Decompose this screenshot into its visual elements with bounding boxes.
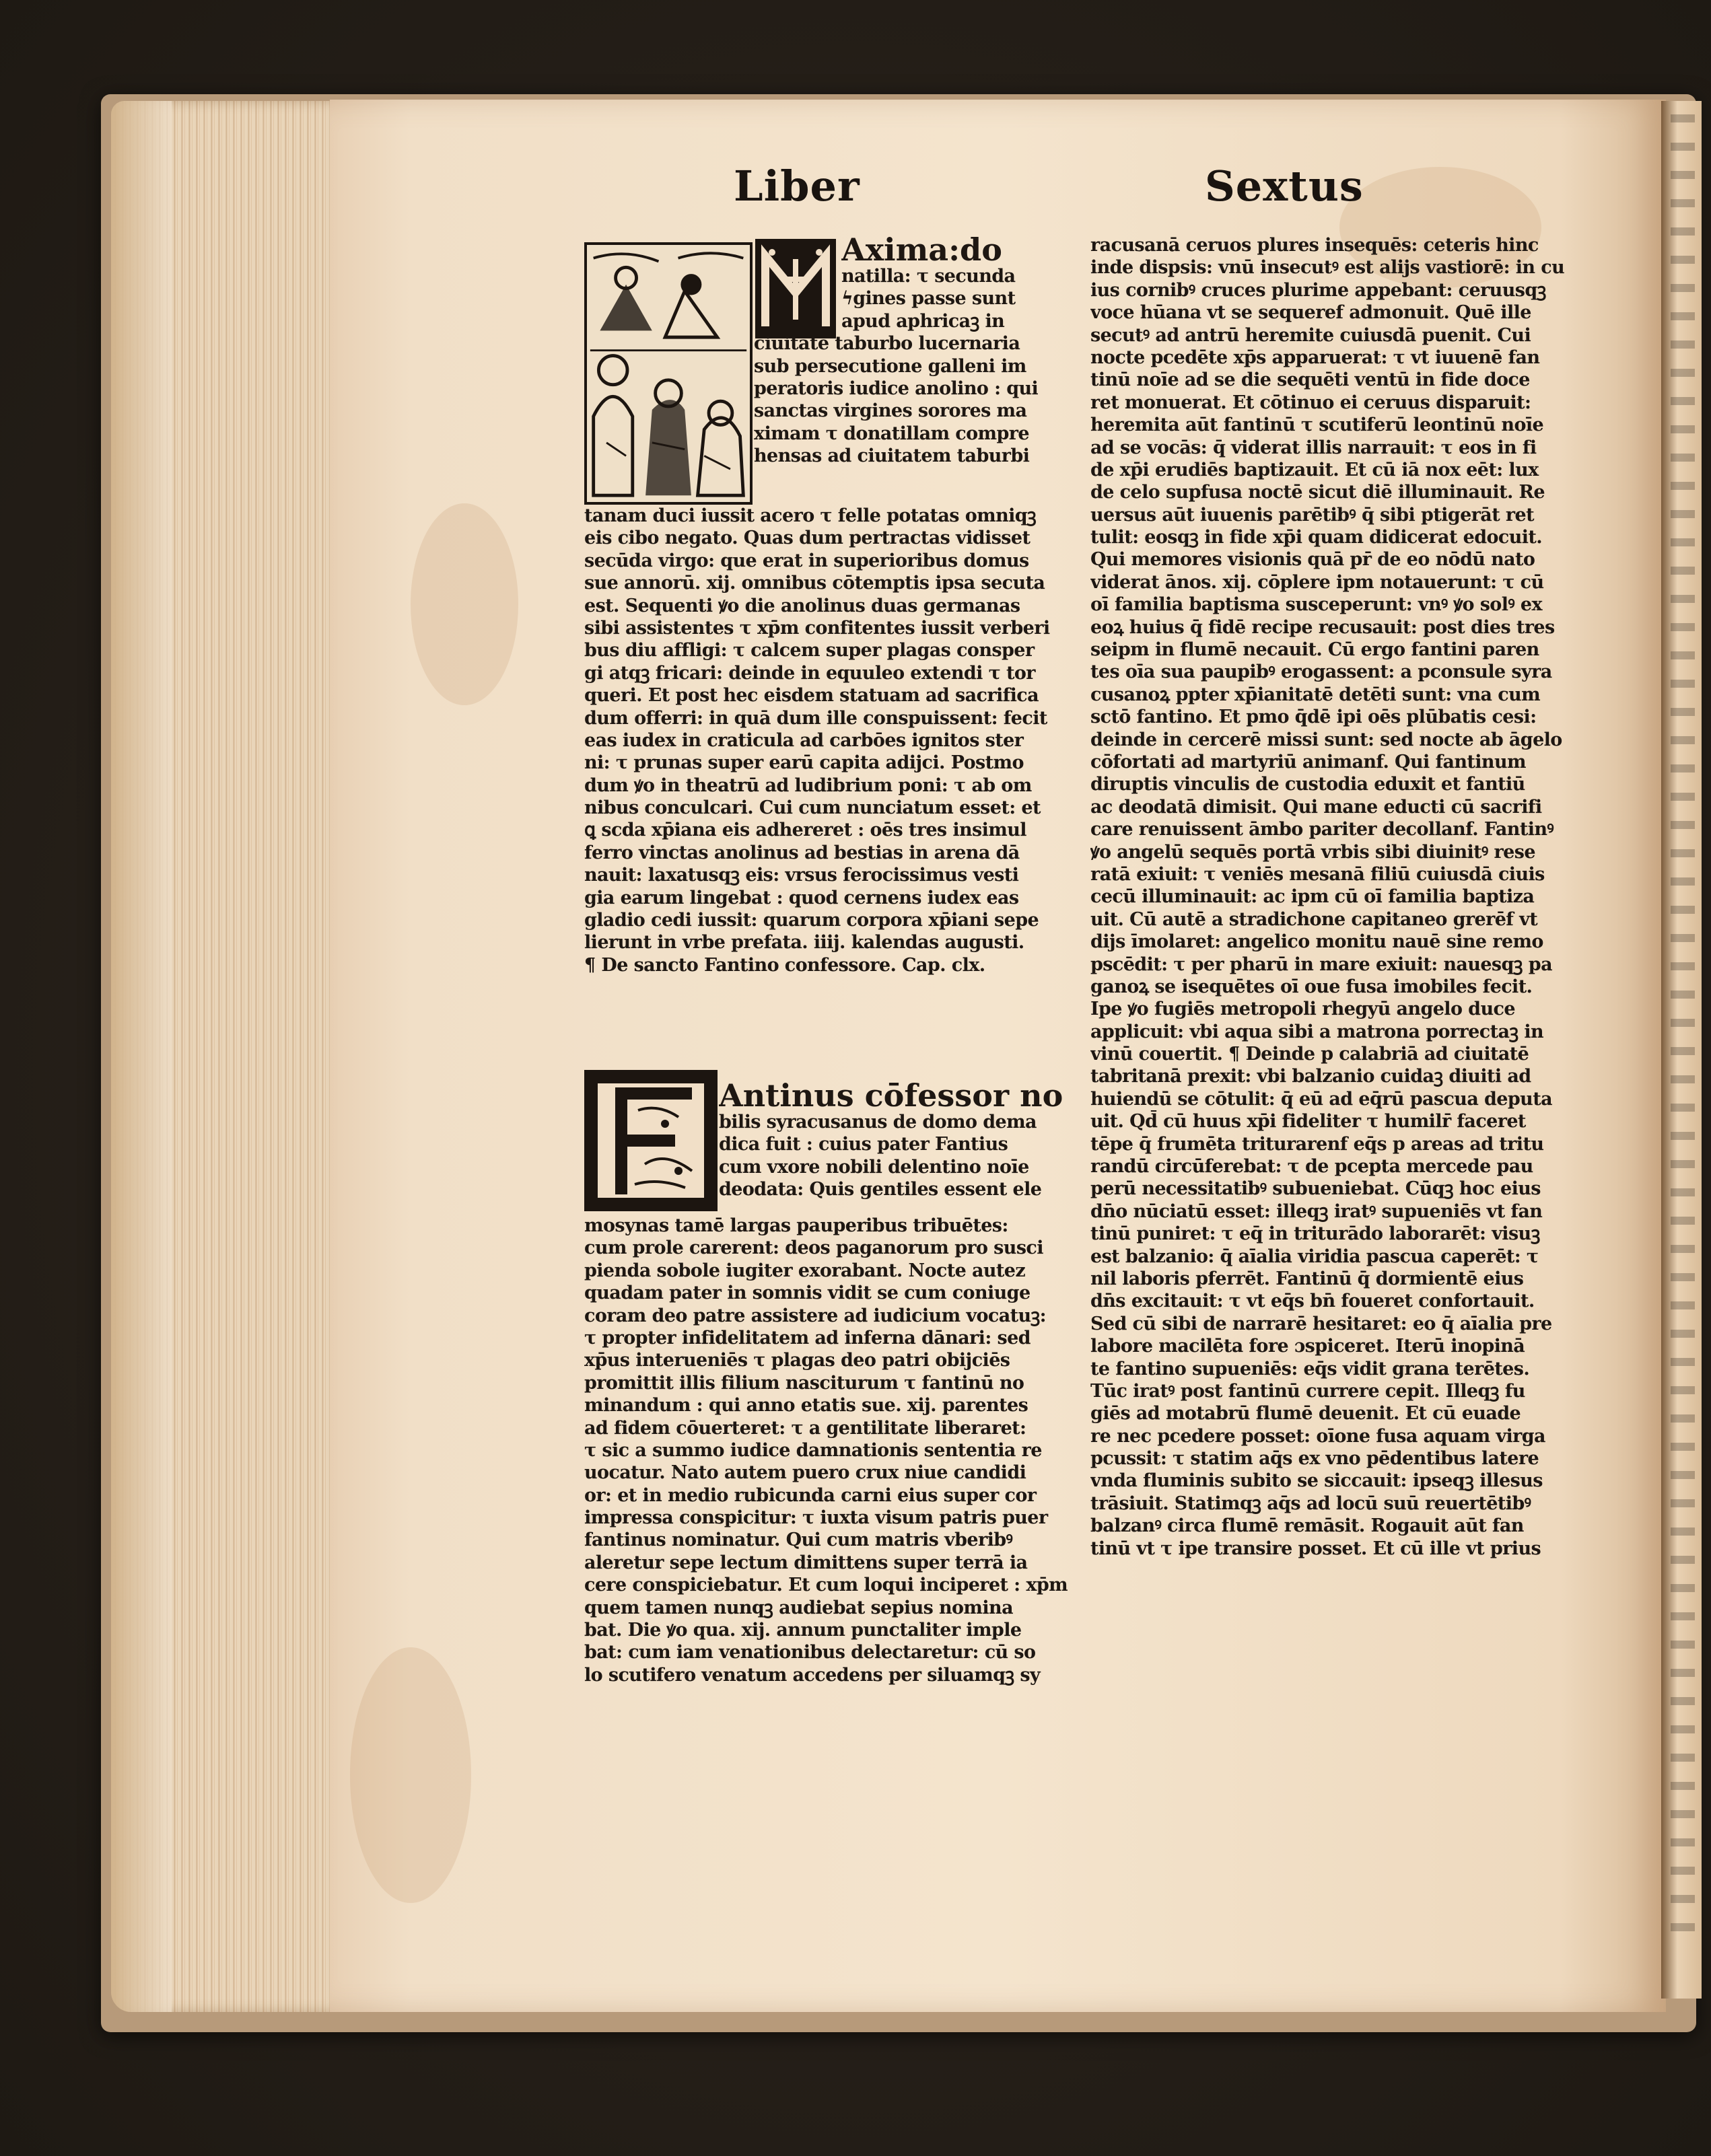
text-line: ad se vocās: q̄ viderat illis narrauit: τ eos in fi	[1090, 437, 1537, 458]
text-line: ximam τ donatillam compre	[754, 423, 1029, 444]
text-line: gia earum lingebat : quod cernens iudex eas	[584, 887, 1019, 908]
text-line: ferro vinctas anolinus ad bestias in arena dā	[584, 842, 1020, 863]
column-a2-main-text	[584, 1215, 1068, 1686]
text-line: tēpe q̄ frumēta triturarenf eq̄s p areas ad tritu	[1090, 1133, 1544, 1155]
paper-stain	[411, 503, 518, 705]
text-line: est. Sequenti ꝟo die anolinus duas germanas	[584, 595, 1020, 616]
text-line: nil laboris pferrēt. Fantinū q̄ dormientē eius	[1090, 1268, 1524, 1289]
text-line: randū circūferebat: τ de pcepta mercede pau	[1090, 1156, 1533, 1178]
running-head-left: Liber	[734, 161, 860, 211]
text-line: ad fidem cōuerteret: τ a gentilitate liberaret:	[584, 1417, 1026, 1439]
text-line: re nec pcedere posset: oīone fusa aquam virga	[1090, 1425, 1545, 1447]
text-line: bus diu affligi: τ calcem super plagas consper	[584, 640, 1035, 661]
text-line: te fantino supueniēs: eq̄s vidit grana terētes.	[1090, 1358, 1530, 1379]
text-line: dum ꝟo in theatrū ad ludibrium poni: τ ab om	[584, 775, 1032, 796]
text-line: diruptis vinculis de custodia eduxit et fantiū	[1090, 774, 1525, 795]
text-line: tinū vt τ ipe transire posset. Et cū ille vt prius	[1090, 1538, 1541, 1559]
text-line: ϟgines passe sunt	[841, 288, 1016, 310]
text-line: cusanoꝝ ppter xp̄ianitatē detēti sunt: vna cum	[1090, 684, 1541, 705]
text-line: nocte pcedēte xp̄s apparuerat: τ vt iuuenē fan	[1090, 347, 1540, 368]
text-line: oī familia baptisma susceperunt: vnꝰ ꝟo solꝰ ex	[1090, 594, 1542, 616]
text-line: labore macilēta fore ɔspiceret. Iterū inopinā	[1090, 1336, 1525, 1357]
text-line: giēs ad motabrū flumē deuenit. Et cū euade	[1090, 1403, 1521, 1425]
text-line: uocatur. Nato autem puero crux niue candidi	[584, 1462, 1026, 1484]
text-line: aleretur sepe lectum dimittens super terrā ia	[584, 1552, 1028, 1573]
text-line: nibus conculcari. Cui cum nunciatum esset: et	[584, 797, 1041, 819]
text-line: huiendū se cōtulit: q̄ eū ad eq̄rū pascua deputa	[1090, 1088, 1552, 1110]
text-line: est balzanio: q̄ aīalia viridia pascua caperēt: τ	[1090, 1246, 1539, 1267]
text-line: sibi assistentes τ xp̄m confitentes iussit verberi	[584, 617, 1050, 639]
text-line: uit. Qd̄ cū huus xp̄i fideliter τ humilr̄ faceret	[1090, 1111, 1526, 1133]
text-line: ius cornibꝰ cruces plurime appebant: ceruusqꝫ	[1090, 279, 1546, 301]
text-line: secutꝰ ad antrū heremite cuiusdā puenit. Cui	[1090, 324, 1531, 346]
text-line: queri. Et post hec eisdem statuam ad sacrifica	[584, 685, 1039, 707]
text-line: ganoꝝ se isequētes oī oue fusa imobiles fecit.	[1090, 976, 1533, 997]
text-line: Ipe ꝟo fugiēs metropoli rhegyū angelo duce	[1090, 999, 1515, 1020]
text-line: tinū noīe ad se die sequēti ventū in fide doce	[1090, 369, 1530, 391]
chapter-heading: ¶ De sancto Fantino confessore. Cap. clx.	[584, 954, 985, 976]
text-line: dum offerri: in quā dum ille conspuissent: fecit	[584, 707, 1047, 729]
text-line: lierunt in vrbe prefata. iiij. kalendas augusti.	[584, 932, 1024, 954]
text-line: bilis syracusanus de domo dema	[719, 1112, 1037, 1133]
text-line: xp̄us interueniēs τ plagas deo patri obijciēs	[584, 1350, 1010, 1371]
text-line: fantinus nominatur. Qui cum matris vberibꝰ	[584, 1530, 1013, 1551]
text-line: Qui memores visionis quā pr̄ de eo nōdū nato	[1090, 549, 1535, 571]
text-line: ratā exiuit: τ veniēs mesanā filiū cuiusdā ciuis	[1090, 863, 1545, 885]
text-line: ni: τ prunas super earū capita adijci. Postmo	[584, 752, 1024, 774]
text-line: sctō fantino. Et pmo q̄dē ipi oēs plūbatis cesi:	[1090, 707, 1537, 728]
text-line: eis cibo negato. Quas dum pertractas vidisset	[584, 528, 1031, 549]
text-line: bat: cum iam venationibus delectaretur: cū so	[584, 1642, 1036, 1663]
text-line: dica fuit : cuius pater Fantius	[719, 1134, 1008, 1155]
recto-page-text-bleed	[1671, 114, 1695, 1931]
text-line: racusanā ceruos plures insequēs: ceteris hinc	[1090, 235, 1539, 256]
text-line: cecū illuminauit: ac ipm cū oī familia baptiza	[1090, 886, 1535, 908]
text-line: trāsiuit. Statimqꝫ aq̄s ad locū suū reuertētibꝰ	[1090, 1493, 1531, 1514]
text-line: pscēdit: τ per pharū in mare exiuit: nauesqꝫ pa	[1090, 954, 1552, 975]
text-line: tanam duci iussit acero τ felle potatas omniqꝫ	[584, 505, 1037, 526]
text-line: deodata: Quis gentiles essent ele	[719, 1179, 1042, 1200]
text-line: eas iudex in craticula ad carbōes ignitos ster	[584, 729, 1024, 751]
text-line: ciuitate taburbo lucernaria	[754, 333, 1020, 355]
text-line: pienda sobole iugiter exorabant. Nocte autez	[584, 1260, 1026, 1281]
text-line: ꝟo angelū sequēs portā vrbis sibi diuinitꝰ rese	[1090, 841, 1535, 863]
text-line: voce hūana vt se sequeref admonuit. Quē ille	[1090, 302, 1531, 324]
text-line: dn̄o nūciatū esset: illeqꝫ iratꝰ supueniēs vt fan	[1090, 1200, 1543, 1222]
text-line: vinū couertit. ¶ Deinde p calabriā ad ciuitatē	[1090, 1044, 1529, 1065]
text-line: perū necessitatibꝰ subueniebat. Cūqꝫ hoc eius	[1090, 1178, 1541, 1200]
text-line: cum vxore nobili delentino noīe	[719, 1156, 1029, 1178]
text-line: heremita aūt fantinū τ scutiferū leontinū noīe	[1090, 415, 1544, 436]
text-line: inde dispsis: vnū insecutꝰ est alijs vastiorē: in cu	[1090, 257, 1565, 279]
text-line: gladio cedi iussit: quarum corpora xp̄iani sepe	[584, 910, 1039, 931]
column-b-text	[1090, 234, 1564, 1560]
text-line: peratoris iudice anolino : qui	[754, 378, 1039, 399]
text-line: gi atqꝫ fricari: deinde in equuleo extendi τ tor	[584, 662, 1035, 684]
text-line: bat. Die ꝟo qua. xij. annum punctaliter imple	[584, 1620, 1022, 1641]
text-line: eoꝝ huius q̄ fidē recipe recusauit: post dies tres	[1090, 616, 1555, 638]
text-line: secūda virgo: que erat in superioribus domus	[584, 550, 1029, 571]
page-edge-shade	[111, 101, 172, 2012]
text-line: apud aphricaꝫ in	[841, 310, 1005, 332]
text-line: de celo supfusa noctē sicut diē illuminauit. Re	[1090, 482, 1545, 503]
text-line: impressa conspicitur: τ iuxta visum patris puer	[584, 1507, 1048, 1529]
text-line: cere conspiciebatur. Et cum loqui inciperet : xp̄m	[584, 1575, 1068, 1596]
text-line: applicuit: vbi aqua sibi a matrona porrectaꝫ in	[1090, 1021, 1544, 1042]
text-line: ac deodatā dimisit. Qui mane educti cū sacrifi	[1090, 796, 1542, 818]
text-line: τ sic a summo iudice damnationis sententia re	[584, 1439, 1042, 1461]
text-line: ret monuerat. Et cōtinuo ei ceruus disparuit:	[1090, 392, 1531, 413]
column-a2-top-text	[719, 1080, 1063, 1201]
text-line: lo scutifero venatum accedens per siluamqꝫ sy	[584, 1664, 1041, 1686]
column-a-main-text	[584, 505, 1050, 976]
column-a-top-text	[673, 234, 1038, 468]
text-line: sub persecutione galleni im	[754, 355, 1026, 377]
text-line: nauit: laxatusqꝫ eis: vrsus ferocissimus vesti	[584, 865, 1019, 886]
text-line: mosynas tamē largas pauperibus tribuētes:	[584, 1215, 1008, 1236]
text-line: cum prole carerent: deos paganorum pro susci	[584, 1237, 1043, 1259]
text-line: τ propter infidelitatem ad inferna dānari: sed	[584, 1327, 1031, 1349]
text-line: coram deo patre assistere ad iudicium vocatuꝫ:	[584, 1305, 1047, 1326]
decorated-initial-f	[584, 1070, 718, 1211]
text-line: uersus aūt iuuenis parētibꝰ q̄ sibi ptigerāt ret	[1090, 504, 1534, 526]
text-line: cōfortati ad martyriū animanf. Qui fantinum	[1090, 751, 1526, 772]
text-line: vnda fluminis subito se siccauit: ipseqꝫ illesus	[1090, 1470, 1543, 1492]
text-line: minandum : qui anno etatis sue. xij. parentes	[584, 1395, 1028, 1416]
text-line: Sed cū sibi de narrarē hesitaret: eo q̄ aīalia pre	[1090, 1313, 1552, 1334]
text-line: tulit: eosqꝫ in fide xp̄i quam didicerat edocuit.	[1090, 527, 1543, 548]
paper-stain	[350, 1647, 471, 1903]
text-line: hensas ad ciuitatem taburbi	[754, 445, 1030, 467]
text-line: de xp̄i erudiēs baptizauit. Et cū iā nox eēt: lux	[1090, 459, 1539, 480]
text-line: uit. Cū autē a stradichone capitaneo grerēf vt	[1090, 908, 1538, 930]
text-line: quem tamen nunqꝫ audiebat sepius nomina	[584, 1597, 1013, 1618]
text-line: tes oīa sua paupibꝰ erogassent: a pconsule syra	[1090, 661, 1552, 683]
running-head-right: Sextus	[1205, 161, 1364, 211]
text-line: sanctas virgines sorores ma	[754, 400, 1027, 422]
text-line: quadam pater in somnis vidit se cum coniuge	[584, 1283, 1031, 1304]
text-line: sue annorū. xij. omnibus cōtemptis ipsa secuta	[584, 573, 1045, 594]
text-line: ꝗ scda xp̄iana eis adhereret : oēs tres insimul	[584, 820, 1026, 841]
text-line: Antinus cōfessor no	[719, 1080, 1063, 1111]
text-line: care renuissent āmbo pariter decollanf. Fantinꝰ	[1090, 819, 1554, 840]
text-line: dijs īmolaret: angelico monitu nauē sine remo	[1090, 931, 1543, 953]
text-line: Axima:do	[841, 234, 1002, 265]
text-line: promittit illis filium nasciturum τ fantinū no	[584, 1372, 1024, 1394]
text-line: or: et in medio rubicunda carni eius super cor	[584, 1484, 1037, 1506]
text-line: deinde in cercerē missi sunt: sed nocte ab āgelo	[1090, 729, 1562, 750]
text-line: natilla: τ secunda	[841, 266, 1016, 287]
text-line: Tūc iratꝰ post fantinū currere cepit. Illeqꝫ fu	[1090, 1380, 1525, 1402]
text-line: seipm in flumē necauit. Cū ergo fantini paren	[1090, 639, 1539, 661]
text-line: tinū puniret: τ eq̄ in triturādo laborarēt: visuꝫ	[1090, 1223, 1540, 1245]
text-line: pcussit: τ statim aq̄s ex vno pēdentibus latere	[1090, 1448, 1539, 1470]
text-line: dn̄s excitauit: τ vt eq̄s bn̄ foueret confortauit.	[1090, 1291, 1535, 1312]
text-line: balzanꝰ circa flumē remāsit. Rogauit aūt fan	[1090, 1515, 1524, 1537]
text-line: tabritanā prexit: vbi balzanio cuidaꝫ diuiti ad	[1090, 1066, 1531, 1087]
text-line: viderat ānos. xij. cōplere ipm notauerunt: τ cū	[1090, 571, 1544, 593]
